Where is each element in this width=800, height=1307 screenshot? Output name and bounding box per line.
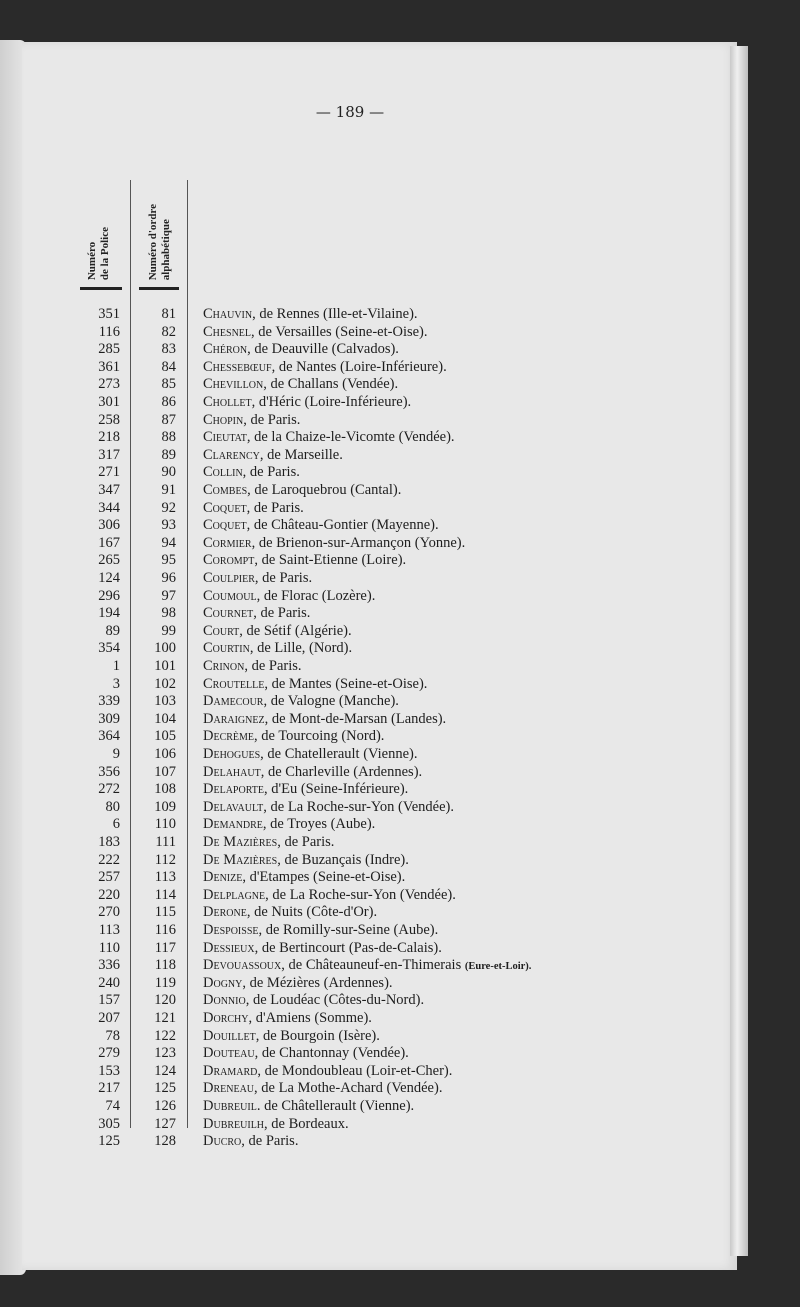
surname: Delahaut <box>203 763 261 780</box>
name-entry <box>203 639 352 657</box>
origin: , de Paris. <box>244 658 302 674</box>
order-number: 125 <box>154 1080 176 1097</box>
order-number: 114 <box>154 886 176 903</box>
surname: Chollet <box>203 394 252 410</box>
origin: , de Mantes (Seine-et-Oise). <box>264 675 428 692</box>
table-row <box>0 604 715 622</box>
page-block-edge <box>730 46 748 1256</box>
name-entry <box>203 974 393 992</box>
police-number: 336 <box>98 957 120 974</box>
table-row <box>0 1044 715 1062</box>
origin: , de Bourgoin (Isère). <box>255 1027 380 1044</box>
surname: Devouassoux <box>203 957 282 974</box>
police-number: 351 <box>98 306 120 322</box>
surname: Dessieux <box>203 939 255 956</box>
table-row <box>0 499 715 517</box>
origin: , de Chatellerault (Vienne). <box>260 746 418 762</box>
police-number: 271 <box>98 464 120 481</box>
table-row <box>0 763 715 781</box>
surname: Crinon <box>203 658 245 674</box>
name-entry <box>203 1097 414 1115</box>
table-row <box>0 727 715 745</box>
order-number: 117 <box>154 939 176 956</box>
name-entry <box>203 446 343 464</box>
origin: , de Bordeaux. <box>264 1115 349 1132</box>
order-number: 107 <box>154 763 176 780</box>
name-entry <box>203 886 456 904</box>
table-row <box>0 1027 715 1045</box>
order-number: 85 <box>161 376 176 393</box>
surname: Combes <box>203 482 248 498</box>
order-number: 82 <box>161 323 176 340</box>
police-number: 364 <box>98 728 120 745</box>
order-number: 113 <box>154 869 176 886</box>
surname: Cormier <box>203 534 252 551</box>
order-number: 95 <box>161 552 176 569</box>
table-row <box>0 974 715 992</box>
order-number: 116 <box>154 922 176 938</box>
name-entry <box>203 991 424 1009</box>
police-number: 74 <box>105 1098 120 1114</box>
police-number: 89 <box>105 622 120 639</box>
name-entry <box>203 727 384 745</box>
name-entry <box>203 939 442 957</box>
origin: , de La Roche-sur-Yon (Vendée). <box>265 886 456 903</box>
surname: Croutelle <box>203 675 265 692</box>
origin: , de La Roche-sur-Yon (Vendée). <box>263 798 455 815</box>
police-number: 116 <box>98 323 120 340</box>
police-number: 113 <box>98 922 120 938</box>
name-entry <box>203 428 455 446</box>
origin: , de Marseille. <box>259 446 343 463</box>
table-row <box>0 622 715 640</box>
table-row <box>0 1062 715 1080</box>
surname: Collin <box>203 464 243 481</box>
name-entry <box>203 551 406 569</box>
origin: , de Florac (Lozère). <box>256 587 376 604</box>
police-number: 153 <box>98 1062 120 1079</box>
name-entry <box>203 763 422 781</box>
table-row <box>0 587 715 605</box>
table-row <box>0 323 715 341</box>
origin: , de Loudéac (Côtes-du-Nord). <box>245 992 425 1009</box>
header-police-line1: Numéro <box>86 241 98 280</box>
surname: Court <box>203 622 240 639</box>
name-entry <box>203 1027 380 1045</box>
origin: , de Charleville (Ardennes). <box>260 763 423 780</box>
origin: , de Tourcoing (Nord). <box>254 728 385 745</box>
surname: Coumoul <box>203 587 257 604</box>
table-row <box>0 569 715 587</box>
surname: Courtin <box>203 640 250 657</box>
order-number: 103 <box>154 693 176 710</box>
order-number: 102 <box>154 675 176 692</box>
origin: , de Challans (Vendée). <box>263 376 399 393</box>
origin: , de Paris. <box>246 499 304 516</box>
order-number: 105 <box>154 728 176 745</box>
table-row <box>0 657 715 675</box>
name-entry <box>203 692 399 710</box>
table-row <box>0 921 715 939</box>
order-number: 96 <box>161 570 176 586</box>
order-number: 90 <box>161 464 176 481</box>
police-number: 9 <box>112 746 120 762</box>
surname: Douillet <box>203 1027 256 1044</box>
name-entry <box>203 780 408 798</box>
police-number: 265 <box>98 552 120 569</box>
order-number: 84 <box>161 358 176 375</box>
origin: , de Buzançais (Indre). <box>277 851 409 868</box>
table-row <box>0 1132 715 1150</box>
name-entry <box>203 481 401 499</box>
order-number: 93 <box>161 517 176 534</box>
origin-department: (Eure-et-Loir). <box>464 961 532 973</box>
origin: , de Paris. <box>242 464 300 481</box>
order-number: 118 <box>154 957 176 974</box>
table-row <box>0 991 715 1009</box>
table-row <box>0 551 715 569</box>
origin: , de Paris. <box>277 834 335 850</box>
surname: Coquet <box>203 499 247 516</box>
origin: , d'Eu (Seine-Inférieure). <box>263 781 409 798</box>
name-entry <box>203 815 375 833</box>
origin: , de Paris. <box>254 570 313 586</box>
name-entry <box>203 1044 409 1062</box>
table-row <box>0 939 715 957</box>
origin: , de Versailles (Seine-et-Oise). <box>251 323 428 340</box>
order-number: 99 <box>161 622 176 639</box>
order-number: 109 <box>154 798 176 815</box>
table-row <box>0 463 715 481</box>
name-entry <box>203 604 310 622</box>
order-number: 115 <box>154 904 176 921</box>
page-number: — 189 — <box>315 103 385 121</box>
surname: Demandre <box>203 816 263 833</box>
table-row <box>0 903 715 921</box>
surname: Dehogues <box>203 746 261 762</box>
police-number: 361 <box>98 358 120 375</box>
name-entry <box>203 534 465 552</box>
name-entry <box>203 1062 452 1080</box>
order-number: 121 <box>154 1010 176 1026</box>
surname: De Mazières <box>203 834 278 850</box>
police-number: 309 <box>98 710 120 727</box>
origin: , de Valogne (Manche). <box>263 693 399 710</box>
origin: , de Nantes (Loire-Inférieure). <box>271 358 447 375</box>
origin: , de Saint-Etienne (Loire). <box>254 552 407 569</box>
surname: Dubreuil <box>203 1098 257 1114</box>
table-row <box>0 886 715 904</box>
name-entry <box>203 833 334 851</box>
police-number: 124 <box>98 570 120 586</box>
name-entry <box>203 1079 442 1097</box>
police-number: 3 <box>112 675 120 692</box>
surname: Despoisse <box>203 922 259 938</box>
surname: Donnio <box>203 992 246 1009</box>
table-row <box>0 340 715 358</box>
order-number: 110 <box>154 816 176 833</box>
origin: , d'Héric (Loire-Inférieure). <box>251 394 412 410</box>
name-entry <box>203 499 304 517</box>
table-row <box>0 516 715 534</box>
surname: Douteau <box>203 1045 255 1062</box>
origin: , de la Chaize-le-Vicomte (Vendée). <box>246 429 455 446</box>
order-number: 83 <box>161 341 176 358</box>
origin: , de Sétif (Algérie). <box>239 622 352 639</box>
origin: , de Mont-de-Marsan (Landes). <box>264 710 447 727</box>
table-row <box>0 833 715 851</box>
police-number: 339 <box>98 693 120 710</box>
order-number: 88 <box>161 429 176 446</box>
order-number: 128 <box>154 1133 176 1150</box>
table-row <box>0 393 715 411</box>
surname: De Mazières <box>203 851 278 868</box>
police-number: 183 <box>98 834 120 850</box>
name-entry <box>203 903 377 921</box>
table-row <box>0 745 715 763</box>
table-row <box>0 851 715 869</box>
header-rule-ordre <box>139 287 179 290</box>
police-number: 220 <box>98 886 120 903</box>
table-row <box>0 411 715 429</box>
table-row <box>0 710 715 728</box>
police-number: 305 <box>98 1115 120 1132</box>
header-rule-police <box>80 287 122 290</box>
origin: , de Châteauneuf-en-Thimerais <box>281 957 465 974</box>
name-entry <box>203 710 446 728</box>
order-number: 81 <box>161 306 176 322</box>
surname: Coquet <box>203 517 247 534</box>
name-entry <box>203 411 300 429</box>
surname: Decrème <box>203 728 255 745</box>
surname: Chopin <box>203 411 244 428</box>
police-number: 317 <box>98 446 120 463</box>
name-entry <box>203 745 418 763</box>
origin: , de Château-Gontier (Mayenne). <box>246 517 439 534</box>
police-number: 194 <box>98 605 120 622</box>
surname: Ducro <box>203 1133 242 1150</box>
surname: Dramard <box>203 1062 258 1079</box>
police-number: 80 <box>105 798 120 815</box>
police-number: 273 <box>98 376 120 393</box>
table-row <box>0 956 715 974</box>
table-row <box>0 375 715 393</box>
origin: , de Troyes (Aube). <box>262 816 376 833</box>
police-number: 257 <box>98 869 120 886</box>
police-number: 347 <box>98 482 120 498</box>
order-number: 111 <box>155 834 176 850</box>
table-row <box>0 1097 715 1115</box>
order-number: 87 <box>161 411 176 428</box>
surname: Chessebœuf <box>203 358 272 375</box>
police-number: 272 <box>98 781 120 798</box>
name-entry <box>203 305 418 323</box>
surname: Daraignez <box>203 710 265 727</box>
table-row <box>0 692 715 710</box>
table-row <box>0 446 715 464</box>
origin: , de Bertincourt (Pas-de-Calais). <box>254 939 442 956</box>
name-entry <box>203 569 312 587</box>
surname: Dorchy <box>203 1010 249 1026</box>
order-number: 97 <box>161 587 176 604</box>
origin: , de Mondoubleau (Loir-et-Cher). <box>257 1062 453 1079</box>
header-police-line2: de la Police <box>99 226 111 280</box>
order-number: 89 <box>161 446 176 463</box>
header-numero-ordre <box>140 160 180 280</box>
name-entry <box>203 1115 349 1133</box>
police-number: 356 <box>98 763 120 780</box>
table-row <box>0 534 715 552</box>
table-row <box>0 639 715 657</box>
surname: Chesnel <box>203 323 252 340</box>
surname: Cieutat <box>203 429 247 446</box>
surname: Chauvin <box>203 306 253 322</box>
table-row <box>0 1079 715 1097</box>
name-entry <box>203 358 447 376</box>
order-number: 100 <box>154 640 176 657</box>
table-row <box>0 481 715 499</box>
name-entry <box>203 851 409 869</box>
origin: , de Deauville (Calvados). <box>247 341 399 358</box>
table-row <box>0 305 715 323</box>
table-row <box>0 358 715 376</box>
header-ordre-line1: Numéro d'ordre <box>147 203 159 280</box>
order-number: 86 <box>161 394 176 410</box>
surname: Cournet <box>203 605 254 622</box>
origin: , de Paris. <box>241 1133 299 1150</box>
police-number: 125 <box>98 1133 120 1150</box>
origin: , de Chantonnay (Vendée). <box>254 1045 409 1062</box>
order-number: 120 <box>154 992 176 1009</box>
surname: Chéron <box>203 341 248 358</box>
surname: Dubreuilh <box>203 1115 265 1132</box>
table-row <box>0 780 715 798</box>
order-number: 119 <box>154 974 176 991</box>
origin: , d'Amiens (Somme). <box>248 1010 372 1026</box>
police-number: 1 <box>112 658 120 674</box>
surname: Dreneau <box>203 1080 255 1097</box>
name-entry <box>203 1009 372 1027</box>
name-entry <box>203 798 454 816</box>
origin: . de Châtellerault (Vienne). <box>256 1098 415 1114</box>
police-number: 344 <box>98 499 120 516</box>
name-entry <box>203 463 300 481</box>
police-number: 6 <box>112 816 120 833</box>
origin: , de Lille, (Nord). <box>249 640 353 657</box>
table-row <box>0 815 715 833</box>
surname: Derone <box>203 904 247 921</box>
police-number: 207 <box>98 1010 120 1026</box>
origin: , de Paris. <box>243 411 301 428</box>
police-number: 258 <box>98 411 120 428</box>
order-number: 126 <box>154 1098 176 1114</box>
name-entry <box>203 1132 298 1150</box>
surname: Coulpier <box>203 570 255 586</box>
order-number: 112 <box>154 851 176 868</box>
police-number: 217 <box>98 1080 120 1097</box>
police-number: 110 <box>98 939 120 956</box>
surname: Chevillon <box>203 376 264 393</box>
order-number: 124 <box>154 1062 176 1079</box>
name-entry <box>203 921 438 939</box>
name-entry <box>203 622 352 640</box>
surname: Dogny <box>203 974 243 991</box>
police-number: 301 <box>98 394 120 410</box>
order-number: 94 <box>161 534 176 551</box>
police-number: 157 <box>98 992 120 1009</box>
header-numero-police <box>79 160 119 280</box>
name-entry <box>203 340 399 358</box>
order-number: 92 <box>161 499 176 516</box>
surname: Delavault <box>203 798 264 815</box>
order-number: 123 <box>154 1045 176 1062</box>
police-number: 270 <box>98 904 120 921</box>
police-number: 306 <box>98 517 120 534</box>
table-row <box>0 675 715 693</box>
surname: Clarency <box>203 446 260 463</box>
table-row <box>0 1115 715 1133</box>
name-entry <box>203 587 375 605</box>
origin: , de Romilly-sur-Seine (Aube). <box>258 922 439 938</box>
order-number: 127 <box>154 1115 176 1132</box>
police-number: 222 <box>98 851 120 868</box>
surname: Denize <box>203 869 243 886</box>
table-row <box>0 868 715 886</box>
surname: Corompt <box>203 552 255 569</box>
header-ordre-line2: alphabétique <box>160 218 172 280</box>
police-number: 285 <box>98 341 120 358</box>
origin: , de Laroquebrou (Cantal). <box>247 482 402 498</box>
name-entry <box>203 657 302 675</box>
order-number: 122 <box>154 1027 176 1044</box>
table-row <box>0 798 715 816</box>
order-number: 98 <box>161 605 176 622</box>
table-row <box>0 1009 715 1027</box>
police-number: 167 <box>98 534 120 551</box>
police-number: 240 <box>98 974 120 991</box>
name-entry <box>203 375 398 393</box>
origin: , de La Mothe-Achard (Vendée). <box>254 1080 443 1097</box>
police-number: 78 <box>105 1027 120 1044</box>
surname: Delaporte <box>203 781 264 798</box>
surname: Delplagne <box>203 886 266 903</box>
police-number: 279 <box>98 1045 120 1062</box>
name-entry <box>203 393 411 411</box>
origin: , de Mézières (Ardennes). <box>242 974 393 991</box>
name-entry <box>203 868 405 886</box>
police-number: 354 <box>98 640 120 657</box>
origin: , de Paris. <box>253 605 311 622</box>
origin: , de Rennes (Ille-et-Vilaine). <box>252 306 418 322</box>
police-number: 218 <box>98 429 120 446</box>
order-number: 104 <box>154 710 176 727</box>
order-number: 91 <box>161 482 176 498</box>
table-row <box>0 428 715 446</box>
origin: , de Brienon-sur-Armançon (Yonne). <box>251 534 466 551</box>
surname: Damecour <box>203 693 264 710</box>
name-entry <box>203 323 428 341</box>
name-entry <box>203 675 427 693</box>
police-number: 296 <box>98 587 120 604</box>
name-entry <box>203 516 439 534</box>
origin: , d'Etampes (Seine-et-Oise). <box>242 869 406 886</box>
origin: , de Nuits (Côte-d'Or). <box>246 904 378 921</box>
order-number: 101 <box>154 658 176 674</box>
order-number: 108 <box>154 781 176 798</box>
order-number: 106 <box>154 746 176 762</box>
